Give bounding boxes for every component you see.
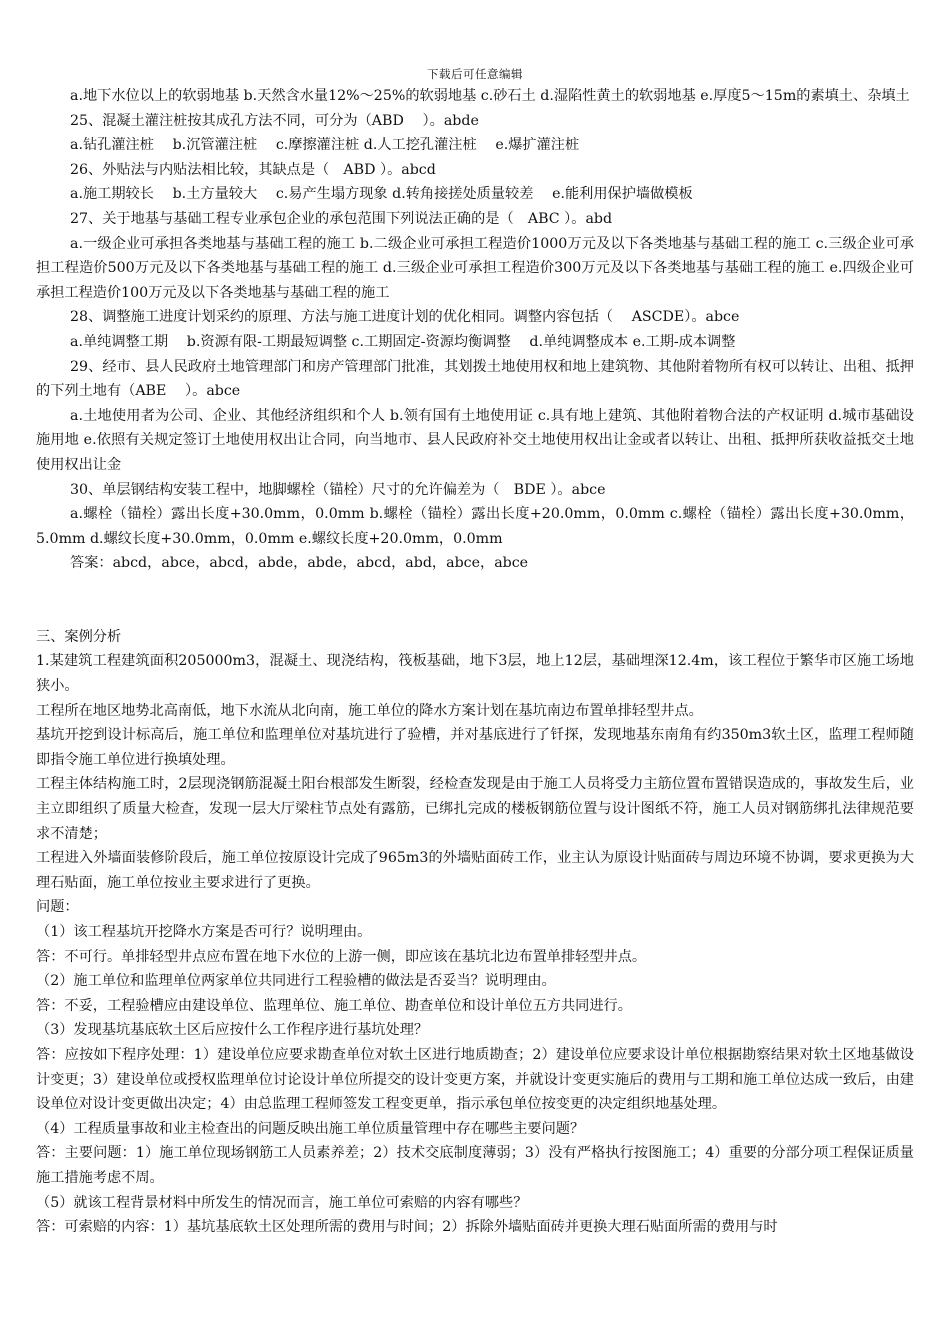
paragraph: a.钻孔灌注桩 b.沉管灌注桩 c.摩擦灌注桩 d.人工挖孔灌注桩 e.爆扩灌注桩	[70, 137, 580, 154]
paragraph: 问题：	[36, 899, 79, 916]
paragraph: 答案：abcd，abce，abcd，abde，abde，abcd，abd，abce，abce	[70, 555, 529, 572]
paragraph: 30、单层钢结构安装工程中，地脚螺栓（锚栓）尺寸的允许偏差为（ BDE ）。abce	[70, 481, 606, 498]
paragraph: （5）就该工程背景材料中所发生的情况而言，施工单位可索赔的内容有哪些？	[36, 1194, 528, 1211]
paragraph: （1）该工程基坑开挖降水方案是否可行？说明理由。	[36, 924, 372, 940]
case-analysis-section	[36, 625, 914, 1240]
paragraph: 答：不可行。单排轻型井点应布置在地下水位的上游一侧，即应该在基坑北边布置单排轻型井点。	[36, 948, 647, 965]
paragraph: 工程进入外墙面装修阶段后，施工单位按原设计完成了965m3的外墙贴面砖工作，业主认为原设计贴面砖与周边环境不协调，要求更换为大理石贴面，施工单位按业主要求进行了更换。	[36, 850, 914, 891]
paragraph: 三、案例分析	[36, 628, 122, 645]
paragraph: （3）发现基坑基底软土区后应按什么工作程序进行基坑处理？	[36, 1022, 429, 1039]
section-spacer	[36, 576, 914, 625]
page-header-note: 下载后可任意编辑	[427, 67, 523, 81]
paragraph: a.一级企业可承担各类地基与基础工程的施工 b.二级企业可承担工程造价1000万元及以下各类地基与基础工程的施工 c.三级企业可承担工程造价500万元及以下各类地基与基础工程的施工 d.三级企业可承担工程造价300万元及以下各类地基与基础工程的施工 e.四级企业可承担工程造价100万元及以下各类地基与基础工程的施工	[36, 235, 914, 301]
paragraph: a.单纯调整工期 b.资源有限-工期最短调整 c.工期固定-资源均衡调整 d.单纯调整成本 e.工期-成本调整	[70, 333, 736, 350]
paragraph: 基坑开挖到设计标高后，施工单位和监理单位对基坑进行了验槽，并对基底进行了钎探，发现地基东南角有约350m3软土区，监理工程师随即指令施工单位进行换填处理。	[36, 727, 914, 768]
document-body	[36, 84, 914, 1240]
paragraph: 工程所在地区地势北高南低，地下水流从北向南，施工单位的降水方案计划在基坑南边布置单排轻型井点。	[36, 702, 703, 719]
paragraph: a.土地使用者为公司、企业、其他经济组织和个人 b.领有国有土地使用证 c.具有地上建筑、其他附着物合法的产权证明 d.城市基础设施用地 e.依照有关规定签订土地使用权出让合同，向当地市、县人民政府补交土地使用权出让金或者以转让、出租、抵押所获收益抵交土地使用权出让金	[36, 407, 914, 473]
paragraph: 答：应按如下程序处理：1）建设单位应要求勘查单位对软土区进行地质勘查；2）建设单位应要求设计单位根据勘察结果对软土区地基做设计变更；3）建设单位或授权监理单位讨论设计单位所提交的设计变更方案，并就设计变更实施后的费用与工期和施工单位达成一致后，由建设单位对设计变更做出决定；4）由总监理工程师签发工程变更单，指示承包单位按变更的决定组织地基处理。	[36, 1046, 914, 1113]
paragraph: （2）施工单位和监理单位两家单位共同进行工程验槽的做法是否妥当？说明理由。	[36, 973, 556, 990]
paragraph: 答：可索赔的内容：1）基坑基底软土区处理所需的费用与时间；2）拆除外墙贴面砖并更换大理石贴面所需的费用与时	[36, 1219, 778, 1236]
paragraph: 1.某建筑工程建筑面积205000m3，混凝土、现浇结构，筏板基础，地下3层，地上12层，基础埋深12.4m，该工程位于繁华市区施工场地狭小。	[36, 653, 914, 695]
paragraph: 29、经市、县人民政府土地管理部门和房产管理部门批准，其划拨土地使用权和地上建筑物、其他附着物所有权可以转让、出租、抵押的下列土地有（ABE ）。abce	[36, 358, 914, 400]
paragraph: 答：主要问题：1）施工单位现场钢筋工人员素养差；2）技术交底制度薄弱；3）没有严格执行按图施工；4）重要的分部分项工程保证质量施工措施考虑不周。	[36, 1145, 914, 1186]
paragraph: （4）工程质量事故和业主检查出的问题反映出施工单位质量管理中存在哪些主要问题？	[36, 1120, 585, 1137]
multiple-choice-section	[36, 84, 914, 576]
paragraph: 答：不妥，工程验槽应由建设单位、监理单位、施工单位、勘查单位和设计单位五方共同进行。	[36, 997, 632, 1014]
paragraph: 26、外贴法与内贴法相比较，其缺点是（ ABD ）。abcd	[70, 161, 436, 178]
paragraph: a.地下水位以上的软弱地基 b.天然含水量12%～25%的软弱地基 c.砂石土 d.湿陷性黄土的软弱地基 e.厚度5～15m的素填土、杂填土	[70, 88, 910, 104]
paragraph: 27、关于地基与基础工程专业承包企业的承包范围下列说法正确的是（ ABC ）。abd	[70, 210, 613, 227]
paragraph: a.螺栓（锚栓）露出长度+30.0mm，0.0mm b.螺栓（锚栓）露出长度+20.0mm，0.0mm c.螺栓（锚栓）露出长度+30.0mm，5.0mm d.螺纹长度+30.0mm，0.0mm e.螺纹长度+20.0mm，0.0mm	[36, 506, 914, 547]
paragraph: 工程主体结构施工时，2层现浇钢筋混凝土阳台根部发生断裂，经检查发现是由于施工人员将受力主筋位置布置错误造成的，事故发生后，业主立即组织了质量大检查，发现一层大厅梁柱节点处有露筋，已绑扎完成的楼板钢筋位置与设计图纸不符，施工人员对钢筋绑扎法律规范要求不清楚；	[36, 776, 914, 842]
paragraph: 25、混凝土灌注桩按其成孔方法不同，可分为（ABD ）。abde	[70, 112, 479, 129]
paragraph: a.施工期较长 b.土方量较大 c.易产生塌方现象 d.转角接搓处质量较差 e.能利用保护墙做模板	[70, 186, 693, 203]
paragraph: 28、调整施工进度计划采约的原理、方法与施工进度计划的优化相同。调整内容包括（ ASCDE）。abce	[70, 309, 740, 326]
